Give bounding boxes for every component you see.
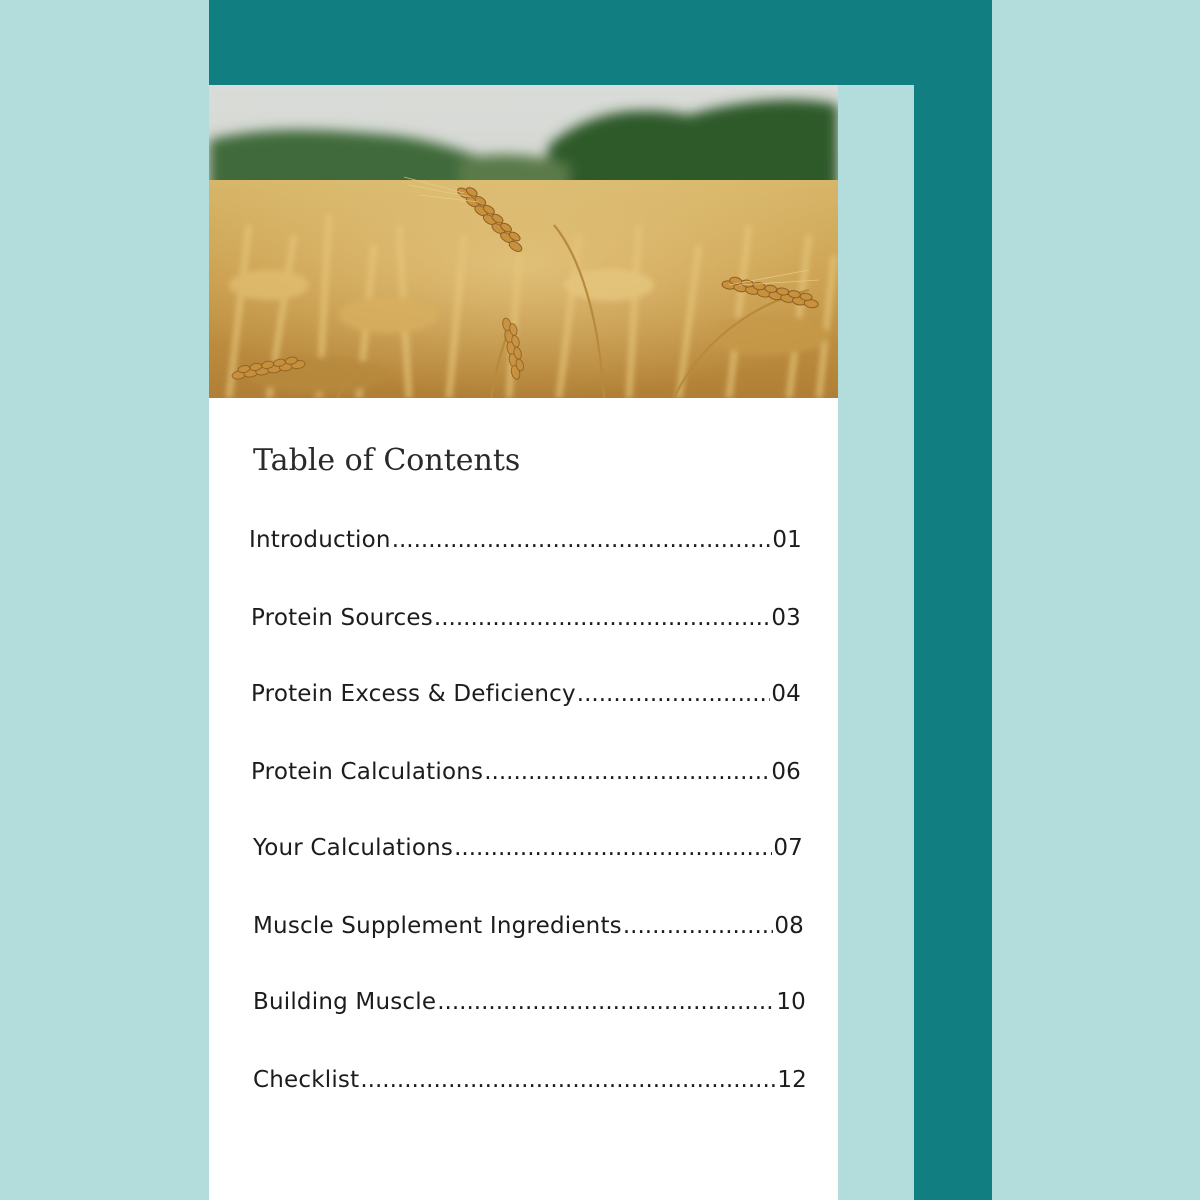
toc-entry-page: 06 [771,759,801,785]
toc-entry-label: Your Calculations [253,835,454,861]
toc-entry-page: 01 [772,527,802,553]
toc-entry-checklist[interactable] [253,1067,807,1097]
document-page [209,85,838,1200]
dot-leader [454,835,772,861]
toc-entry-page: 12 [777,1067,807,1093]
toc-entry-page: 10 [776,989,806,1015]
dot-leader [484,759,770,785]
toc-entry-label: Muscle Supplement Ingredients [253,913,622,939]
dot-leader [392,527,772,553]
toc-entry-label: Introduction [249,527,391,553]
toc-title: Table of Contents [253,443,521,478]
toc-entry-protein-excess-deficiency[interactable] [251,681,801,711]
toc-entry-page: 03 [771,605,801,631]
toc-entry-protein-calculations[interactable] [251,759,801,789]
toc-entry-label: Building Muscle [253,989,437,1015]
dot-leader [360,1067,776,1093]
toc-entry-label: Protein Sources [251,605,433,631]
toc-entry-protein-sources[interactable] [251,605,801,635]
toc-entry-your-calculations[interactable] [253,835,803,865]
light-strip [838,85,914,1200]
toc-entry-page: 04 [771,681,801,707]
dot-leader [577,681,771,707]
toc-entry-muscle-supplement-ingredients[interactable] [253,913,804,943]
toc-entry-label: Protein Calculations [251,759,484,785]
toc-entry-page: 07 [773,835,803,861]
dot-leader [434,605,770,631]
toc-entry-page: 08 [774,913,804,939]
dot-leader [623,913,773,939]
toc-entry-label: Checklist [253,1067,360,1093]
wheat-field-photo [209,85,838,398]
toc-entry-building-muscle[interactable] [253,989,806,1019]
toc-entry-introduction[interactable] [249,527,802,557]
dot-leader [437,989,775,1015]
toc-entry-label: Protein Excess & Deficiency [251,681,576,707]
